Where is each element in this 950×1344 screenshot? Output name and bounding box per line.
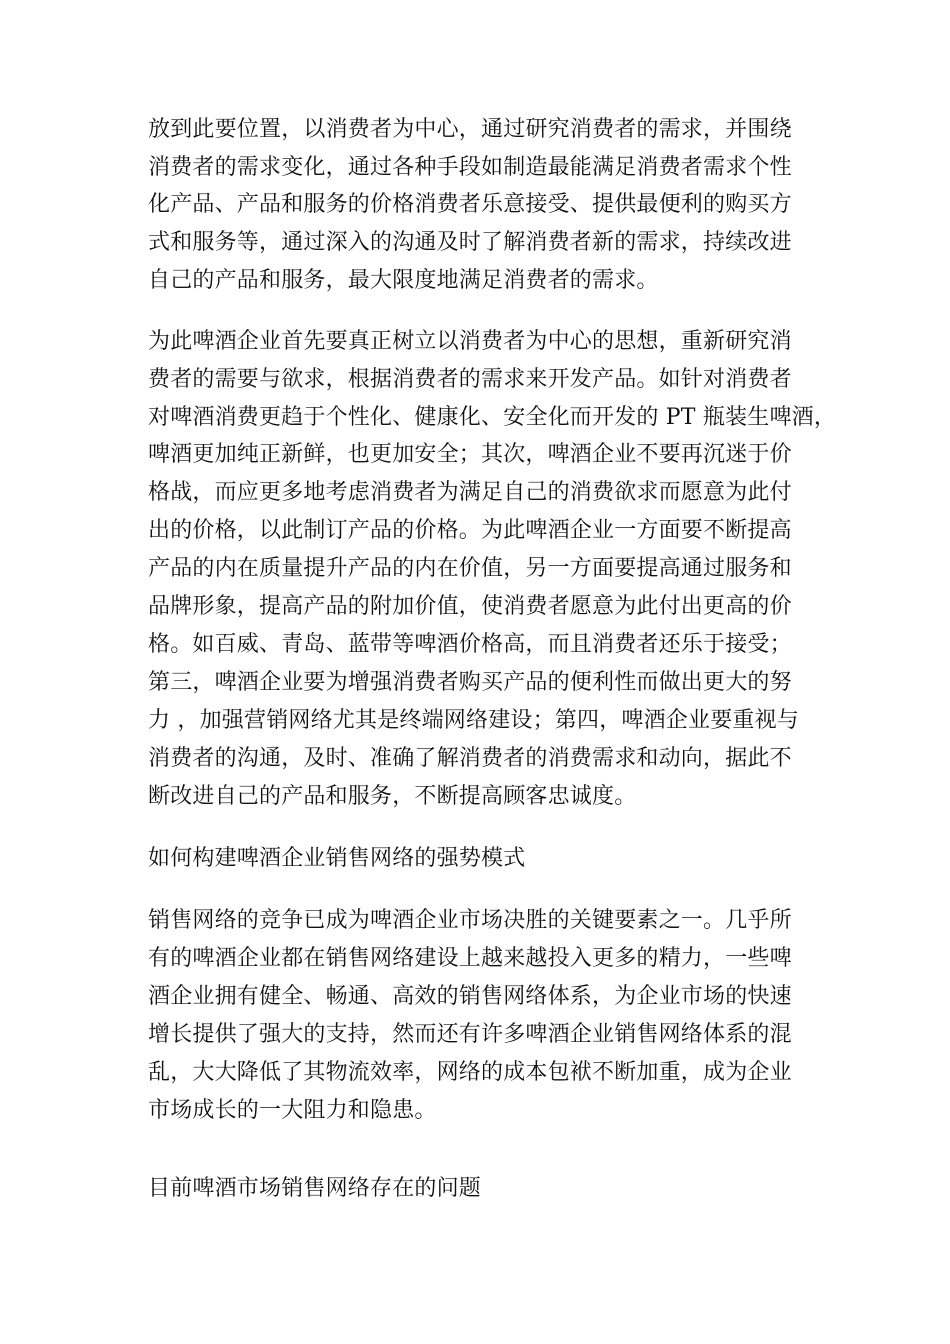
text-line: 品牌形象，提高产品的附加价值，使消费者愿意为此付出更高的价: [148, 594, 792, 619]
text-line: 为此啤酒企业首先要真正树立以消费者为中心的思想，重新研究消: [148, 329, 792, 354]
text-line: 力 ，加强营销网络尤其是终端网络建设；第四，啤酒企业要重视与: [148, 708, 799, 733]
text-line: 式和服务等，通过深入的沟通及时了解消费者新的需求，持续改进: [148, 230, 792, 255]
text-line: 酒企业拥有健全、畅通、高效的销售网络体系，为企业市场的快速: [148, 984, 792, 1009]
text-line: 对啤酒消费更趋于个性化、健康化、安全化而开发的 PT 瓶装生啤酒，: [148, 405, 837, 430]
text-line: 产品的内在质量提升产品的内在价值，另一方面要提高通过服务和: [148, 556, 792, 581]
text-line: 销售网络的竞争已成为啤酒企业市场决胜的关键要素之一。几乎所: [148, 908, 792, 933]
text-line: 增长提供了强大的支持，然而还有许多啤酒企业销售网络体系的混: [148, 1022, 792, 1047]
text-line: 格。如百威、青岛、蓝带等啤酒价格高，而且消费者还乐于接受；: [148, 632, 792, 657]
text-line: 第三，啤酒企业要为增强消费者购买产品的便利性而做出更大的努: [148, 670, 792, 695]
section-heading: 目前啤酒市场销售网络存在的问题: [148, 1176, 482, 1201]
text-line: 有的啤酒企业都在销售网络建设上越来越投入更多的精力，一些啤: [148, 946, 792, 971]
text-line: 断改进自己的产品和服务，不断提高顾客忠诚度。: [148, 784, 637, 809]
text-line: 格战，而应更多地考虑消费者为满足自己的消费欲求而愿意为此付: [148, 480, 792, 505]
text-line: 消费者的需求变化，通过各种手段如制造最能满足消费者需求个性: [148, 155, 792, 180]
text-line: 化产品、产品和服务的价格消费者乐意接受、提供最便利的购买方: [148, 192, 792, 217]
text-line: 消费者的沟通，及时、准确了解消费者的消费需求和动向，据此不: [148, 746, 792, 771]
text-line: 乱，大大降低了其物流效率，网络的成本包袱不断加重，成为企业: [148, 1060, 792, 1085]
text-line: 自己的产品和服务，最大限度地满足消费者的需求。: [148, 268, 659, 293]
text-line: 市场成长的一大阻力和隐患。: [148, 1098, 437, 1123]
section-heading: 如何构建啤酒企业销售网络的强势模式: [148, 846, 526, 871]
text-line: 出的价格，以此制订产品的价格。为此啤酒企业一方面要不断提高: [148, 518, 792, 543]
text-line: 费者的需要与欲求，根据消费者的需求来开发产品。如针对消费者: [148, 367, 792, 392]
text-line: 放到此要位置，以消费者为中心，通过研究消费者的需求，并围绕: [148, 117, 792, 142]
text-line: 啤酒更加纯正新鲜，也更加安全；其次，啤酒企业不要再沉迷于价: [148, 442, 792, 467]
